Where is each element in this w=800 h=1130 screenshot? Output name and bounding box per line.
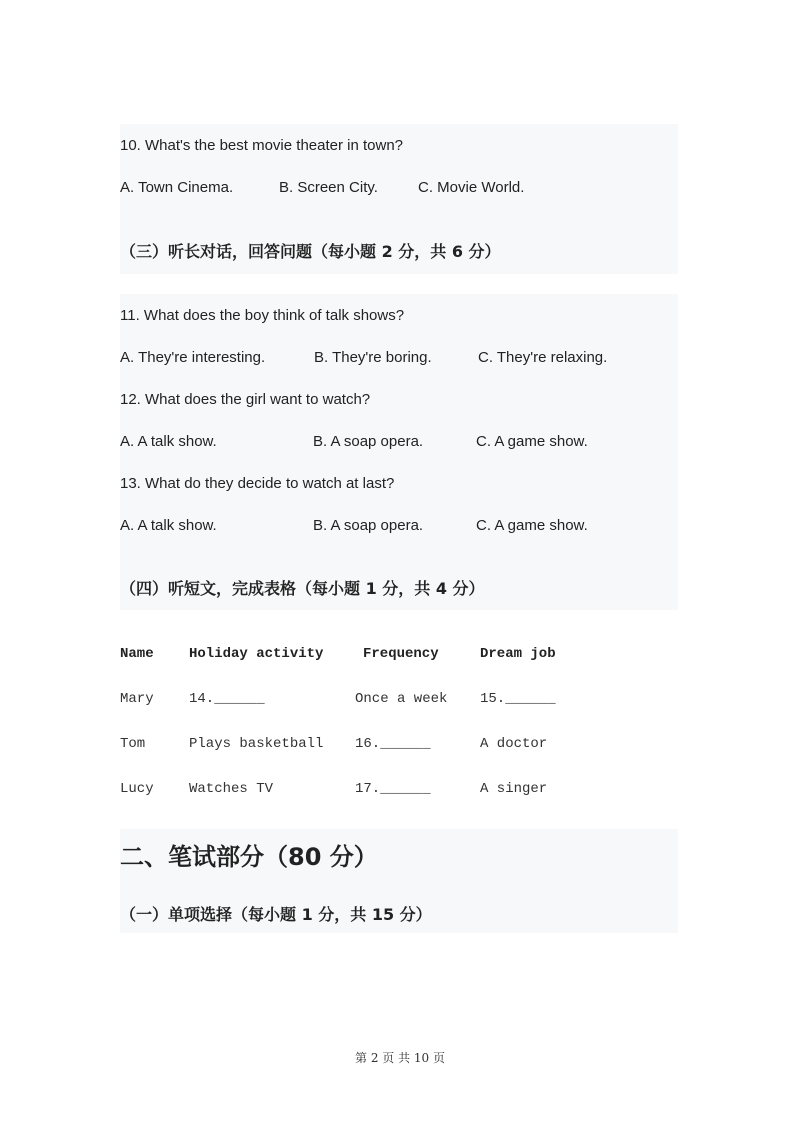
question-10: 10. What's the best movie theater in town? <box>120 137 404 154</box>
part-2-title: 二、笔试部分（80 分） <box>120 843 378 871</box>
question-block-10 <box>120 124 678 274</box>
table-header-activity: Holiday activity <box>189 646 324 662</box>
option-13-c: C. A game show. <box>476 517 588 534</box>
section-1-heading: （一）单项选择（每小题 1 分，共 15 分） <box>120 905 432 924</box>
option-13-a: A. A talk show. <box>120 517 217 534</box>
table-cell-tom-job: A doctor <box>480 736 548 752</box>
table-cell-lucy-name: Lucy <box>120 781 154 797</box>
option-10-b: B. Screen City. <box>279 179 378 196</box>
table-header-name: Name <box>120 646 154 662</box>
table-cell-lucy-frequency: 17.______ <box>355 781 431 797</box>
section-4-heading: （四）听短文，完成表格（每小题 1 分，共 4 分） <box>120 579 485 598</box>
table-cell-mary-job: 15.______ <box>480 691 556 707</box>
option-10-a: A. Town Cinema. <box>120 179 234 196</box>
table-cell-lucy-job: A singer <box>480 781 548 797</box>
section-3-heading: （三）听长对话，回答问题（每小题 2 分，共 6 分） <box>120 242 501 261</box>
option-13-b: B. A soap opera. <box>313 517 424 534</box>
question-13: 13. What do they decide to watch at last? <box>120 475 395 492</box>
option-12-b: B. A soap opera. <box>313 433 424 450</box>
table-header-dream-job: Dream job <box>480 646 556 662</box>
option-12-c: C. A game show. <box>476 433 588 450</box>
page-footer: 第 2 页 共 10 页 <box>355 1051 445 1065</box>
table-cell-mary-frequency: Once a week <box>355 691 448 707</box>
table-cell-mary-name: Mary <box>120 691 154 707</box>
option-11-a: A. They're interesting. <box>120 349 266 366</box>
option-11-c: C. They're relaxing. <box>478 349 608 366</box>
option-10-c: C. Movie World. <box>418 179 525 196</box>
table-cell-mary-activity: 14.______ <box>189 691 265 707</box>
question-block-11-13 <box>120 294 678 610</box>
table-cell-lucy-activity: Watches TV <box>189 781 274 797</box>
question-12: 12. What does the girl want to watch? <box>120 391 371 408</box>
table-cell-tom-name: Tom <box>120 736 146 752</box>
written-part-block <box>120 829 678 933</box>
table-cell-tom-activity: Plays basketball <box>189 736 324 752</box>
option-11-b: B. They're boring. <box>314 349 432 366</box>
question-11: 11. What does the boy think of talk shows? <box>120 307 405 324</box>
table-header-frequency: Frequency <box>363 646 439 662</box>
option-12-a: A. A talk show. <box>120 433 217 450</box>
table-cell-tom-frequency: 16.______ <box>355 736 431 752</box>
fill-in-table <box>120 640 680 810</box>
